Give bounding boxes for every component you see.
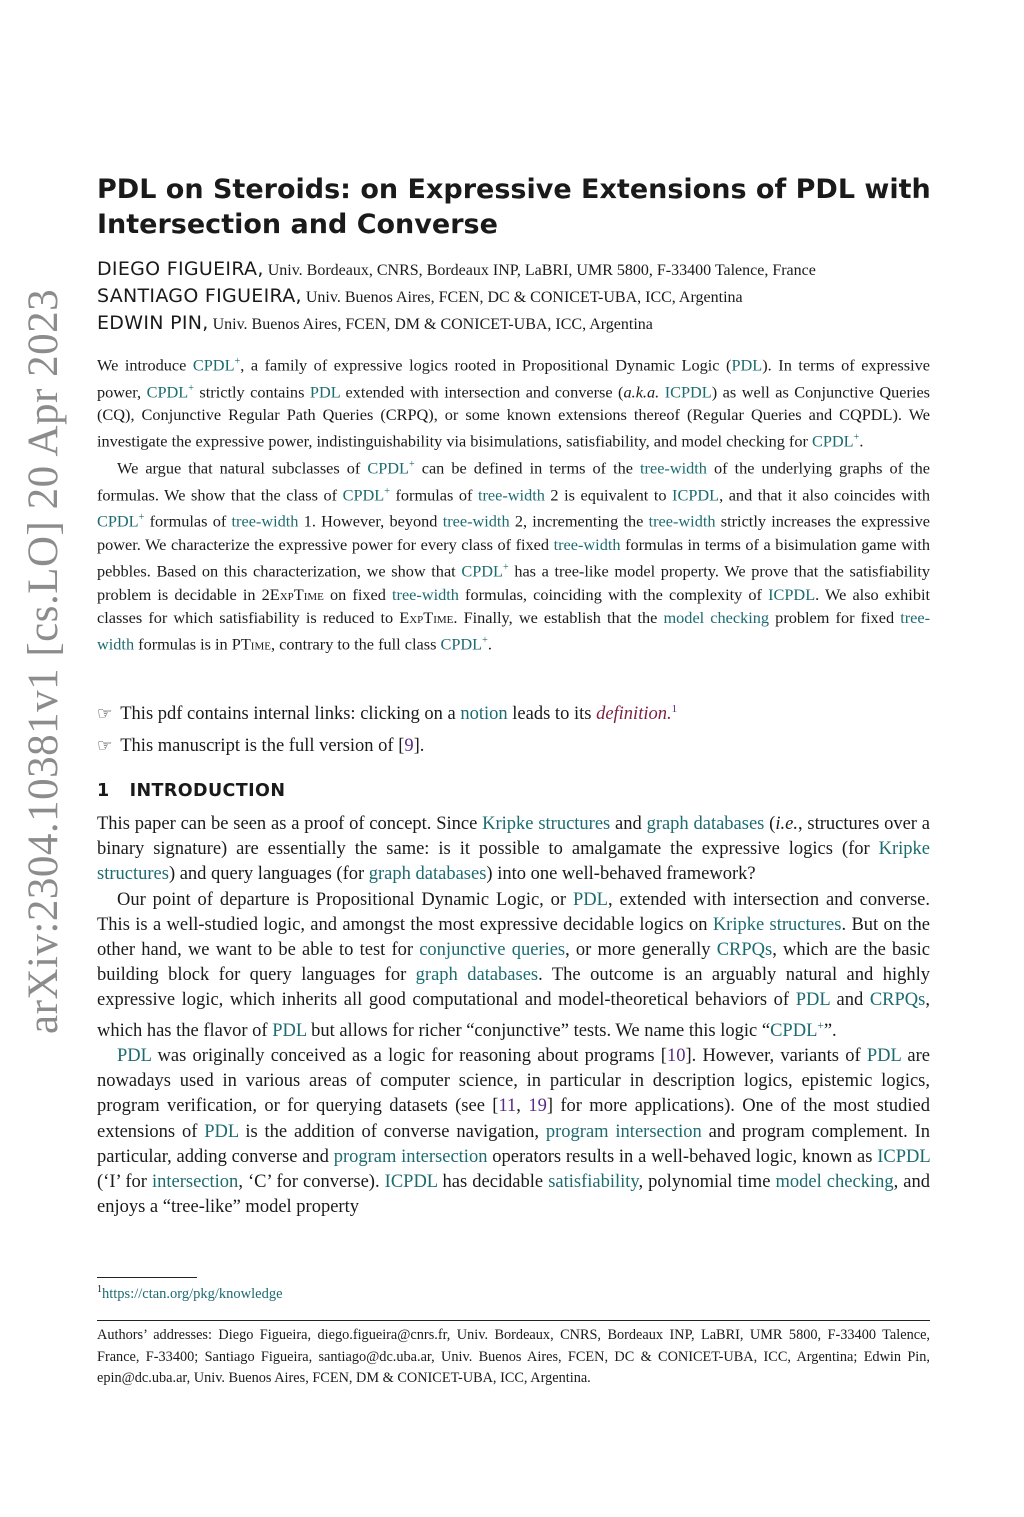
pointing-hand-icon: ☞	[97, 704, 113, 725]
knowledge-link[interactable]: model checking	[663, 607, 770, 627]
knowledge-link[interactable]: CPDL	[811, 431, 854, 451]
section-number: 1	[97, 781, 110, 801]
knowledge-link[interactable]: +	[234, 356, 241, 367]
emphasis-text: a.k.a.	[623, 382, 660, 402]
knowledge-link[interactable]: ICPDL	[768, 584, 816, 604]
knowledge-link[interactable]: graph databases	[368, 864, 487, 885]
knowledge-link[interactable]: Kripke structures	[97, 839, 930, 885]
knowledge-link[interactable]: satisfiability	[548, 1172, 639, 1192]
knowledge-link[interactable]: program intersection	[333, 1146, 488, 1167]
section-title: INTRODUCTION	[129, 781, 286, 801]
note-text: ].	[413, 736, 425, 756]
knowledge-link[interactable]: ICPDL	[384, 1172, 438, 1192]
full-version-note	[97, 736, 424, 757]
intro-paragraph: PDL was originally conceived as a logic for reasoning about programs [10]. However, variants of PDL are nowadays used in various areas of computer science, in particular in description logics, epistemic logics, program verification, or for querying datasets (see [11, 19] for more applications). One of the most studied extensions of PDL is the addition of converse navigation, program intersection and program complement. In particular, adding converse and program intersection operators results in a well-behaved logic, known as ICPDL (‘I’ for intersection, ‘C’ for converse). ICPDL has decidable satisfiability, polynomial time model checking, and enjoys a “tree-like” model property	[97, 1045, 931, 1218]
citation-link[interactable]: 19	[528, 1096, 547, 1117]
abstract-paragraph: We introduce CPDL+, a family of expressive logics rooted in Propositional Dynamic Logic (PDL). In terms of expressive power, CPDL+ strictly contains PDL extended with intersection and converse (a.k.a. ICPDL) as well as Conjunctive Queries (CQ), Conjunctive Regular Path Queries (CRPQ), or some known extensions thereof (Regular Queries and CQPDL). We investigate the expressive power, indistinguishability via bisimulations, satisfiability, and model checking for CPDL+.	[97, 355, 931, 451]
author-3	[97, 312, 653, 334]
knowledge-link[interactable]: tree-width	[442, 511, 510, 531]
abstract-paragraph: We argue that natural subclasses of CPDL+ can be defined in terms of the tree-width of the underlying graphs of the formulas. We show that the class of CPDL+ formulas of tree-width 2 is equivalent to ICPDL, and that it also coincides with CPDL+ formulas of tree-width 1. However, beyond tree-width 2, incrementing the tree-width strictly increases the expressive power. We characterize the expressive power for every class of fixed tree-width formulas in terms of a bisimulation game with pebbles. Based on this characterization, we show that CPDL+ has a tree-like model property. We prove that the satisfiability problem is decidable in 2ExpTime on fixed tree-width formulas, coinciding with the complexity of ICPDL. We also exhibit classes for which satisfiability is reduced to ExpTime. Finally, we establish that the model checking problem for fixed tree-width formulas is in PTime, contrary to the full class CPDL+.	[97, 458, 931, 654]
notion-link[interactable]: notion	[460, 704, 508, 725]
knowledge-link[interactable]: PDL	[272, 1020, 307, 1041]
note-text: This pdf contains internal links: clicking on a	[120, 704, 456, 725]
knowledge-link[interactable]: PDL	[309, 382, 341, 402]
note-text: leads to its	[512, 704, 592, 725]
knowledge-link[interactable]: tree-width	[640, 458, 707, 478]
footnote-mark: 1	[97, 1284, 102, 1295]
intro-paragraph: Our point of departure is Propositional Dynamic Logic, or PDL, extended with intersection and converse. This is a well-studied logic, and amongst the most expressive decidable logics on Kripke structures. But on the other hand, we want to be able to test for conjunctive queries, or more generally CRPQs, which are the basic building block for query languages for graph databases. The outcome is an arguably natural and highly expressive logic, which inherits all good computational and model-theoretical behaviors of PDL and CRPQs, which has the flavor of PDL but allows for richer “conjunctive” tests. We name this logic “CPDL+”.	[97, 889, 931, 1041]
author-name: DIEGO FIGUEIRA,	[97, 258, 264, 280]
intro-paragraph: This paper can be seen as a proof of concept. Since Kripke structures and graph databases (i.e., structures over a binary signature) are essentially the same: is it possible to amalgamate the expressive logics (for Kripke structures) and query languages (for graph databases) into one well-behaved framework?	[97, 814, 930, 885]
knowledge-link[interactable]: PDL	[117, 1045, 152, 1066]
knowledge-link[interactable]: CPDL	[367, 458, 409, 478]
author-name: SANTIAGO FIGUEIRA,	[97, 285, 302, 307]
knowledge-link[interactable]: PDL	[731, 355, 763, 375]
author-2	[97, 285, 743, 307]
knowledge-link[interactable]: +	[188, 382, 194, 394]
knowledge-link[interactable]: CRPQs	[869, 990, 926, 1011]
knowledge-link[interactable]: +	[482, 635, 488, 647]
knowledge-link[interactable]: graph databases	[646, 814, 765, 834]
knowledge-link[interactable]: CPDL	[440, 634, 483, 654]
knowledge-link[interactable]: graph databases	[415, 965, 539, 986]
note-text: This manuscript is the full version of [	[120, 736, 405, 756]
knowledge-link[interactable]: CRPQs	[716, 940, 773, 961]
complexity-class: ExpTime	[269, 584, 324, 604]
knowledge-link[interactable]: +	[853, 432, 860, 444]
author-name: EDWIN PIN,	[97, 312, 209, 334]
knowledge-link[interactable]: CPDL	[192, 355, 235, 375]
knowledge-link[interactable]: +	[138, 512, 145, 524]
knowledge-link[interactable]: ICPDL	[672, 485, 720, 505]
knowledge-link[interactable]: PDL	[795, 990, 830, 1011]
knowledge-link[interactable]: ICPDL	[877, 1146, 930, 1167]
paper-title: PDL on Steroids: on Expressive Extensions of PDL with Intersection and Converse	[97, 174, 931, 240]
footnote-rule	[97, 1277, 197, 1278]
knowledge-link[interactable]: PDL	[866, 1045, 902, 1066]
knowledge-link[interactable]: tree-width	[97, 607, 931, 654]
knowledge-link[interactable]: CPDL	[461, 561, 503, 581]
knowledge-link[interactable]: tree-width	[392, 584, 459, 604]
definition-link[interactable]: definition.	[596, 704, 672, 725]
knowledge-link[interactable]: tree-width	[553, 534, 621, 554]
section-heading	[97, 781, 285, 801]
knowledge-link[interactable]: PDL	[204, 1121, 239, 1142]
knowledge-link[interactable]: conjunctive queries	[419, 940, 566, 961]
links-note	[97, 703, 677, 725]
introduction-body	[97, 812, 930, 1220]
knowledge-link[interactable]: +	[408, 459, 415, 471]
complexity-class: Time	[240, 634, 271, 654]
complexity-class: ExpTime	[399, 607, 454, 627]
knowledge-link[interactable]: CPDL	[97, 511, 139, 531]
knowledge-link[interactable]: model checking	[775, 1172, 894, 1192]
knowledge-link[interactable]: tree-width	[231, 511, 299, 531]
knowledge-link[interactable]: intersection	[152, 1172, 239, 1192]
footnote	[97, 1284, 283, 1303]
knowledge-link[interactable]: +	[817, 1019, 824, 1032]
addresses-rule	[97, 1320, 930, 1321]
author-1	[97, 258, 816, 280]
emphasis-text: i.e.	[775, 814, 798, 834]
knowledge-link[interactable]: Kripke structures	[712, 914, 842, 935]
footnote-ref[interactable]: 1	[671, 703, 678, 715]
knowledge-link[interactable]: ICPDL	[664, 382, 712, 402]
author-affiliation: Univ. Buenos Aires, FCEN, DC & CONICET-UBA, ICC, Argentina	[305, 289, 743, 306]
citation-link[interactable]: 11	[498, 1096, 517, 1117]
citation-link[interactable]: 9	[404, 736, 414, 756]
knowledge-link[interactable]: tree-width	[648, 511, 716, 531]
authors-addresses: Authors’ addresses: Diego Figueira, diego.figueira@cnrs.fr, Univ. Bordeaux, CNRS, Bordeaux INP, LaBRI, UMR 5800, F-33400 Talence, France, F-33400; Santiago Figueira, santiago@dc.uba.ar, Univ. Buenos Aires, FCEN, DC & CONICET-UBA, ICC, Argentina; Edwin Pin, epin@dc.uba.ar, Univ. Buenos Aires, FCEN, DM & CONICET-UBA, ICC, Argentina.	[97, 1327, 930, 1386]
knowledge-link[interactable]: Kripke structures	[482, 814, 611, 834]
knowledge-link[interactable]: program intersection	[545, 1121, 702, 1142]
arxiv-stamp: arXiv:2304.10381v1 [cs.LO] 20 Apr 2023	[20, 288, 67, 1034]
footnote-url-link[interactable]: https://ctan.org/pkg/knowledge	[102, 1285, 283, 1302]
knowledge-link[interactable]: tree-width	[477, 485, 545, 505]
knowledge-link[interactable]: CPDL	[146, 382, 189, 402]
knowledge-link[interactable]: +	[502, 562, 509, 574]
author-affiliation: Univ. Bordeaux, CNRS, Bordeaux INP, LaBRI, UMR 5800, F-33400 Talence, France	[267, 262, 816, 279]
abstract	[97, 350, 930, 656]
citation-link[interactable]: 10	[666, 1045, 686, 1066]
knowledge-link[interactable]: CPDL	[770, 1020, 818, 1041]
knowledge-link[interactable]: CPDL	[342, 485, 385, 505]
author-affiliation: Univ. Buenos Aires, FCEN, DM & CONICET-UBA, ICC, Argentina	[212, 316, 653, 333]
knowledge-link[interactable]: PDL	[572, 889, 608, 910]
knowledge-link[interactable]: +	[384, 485, 390, 497]
pointing-hand-icon: ☞	[97, 736, 113, 756]
